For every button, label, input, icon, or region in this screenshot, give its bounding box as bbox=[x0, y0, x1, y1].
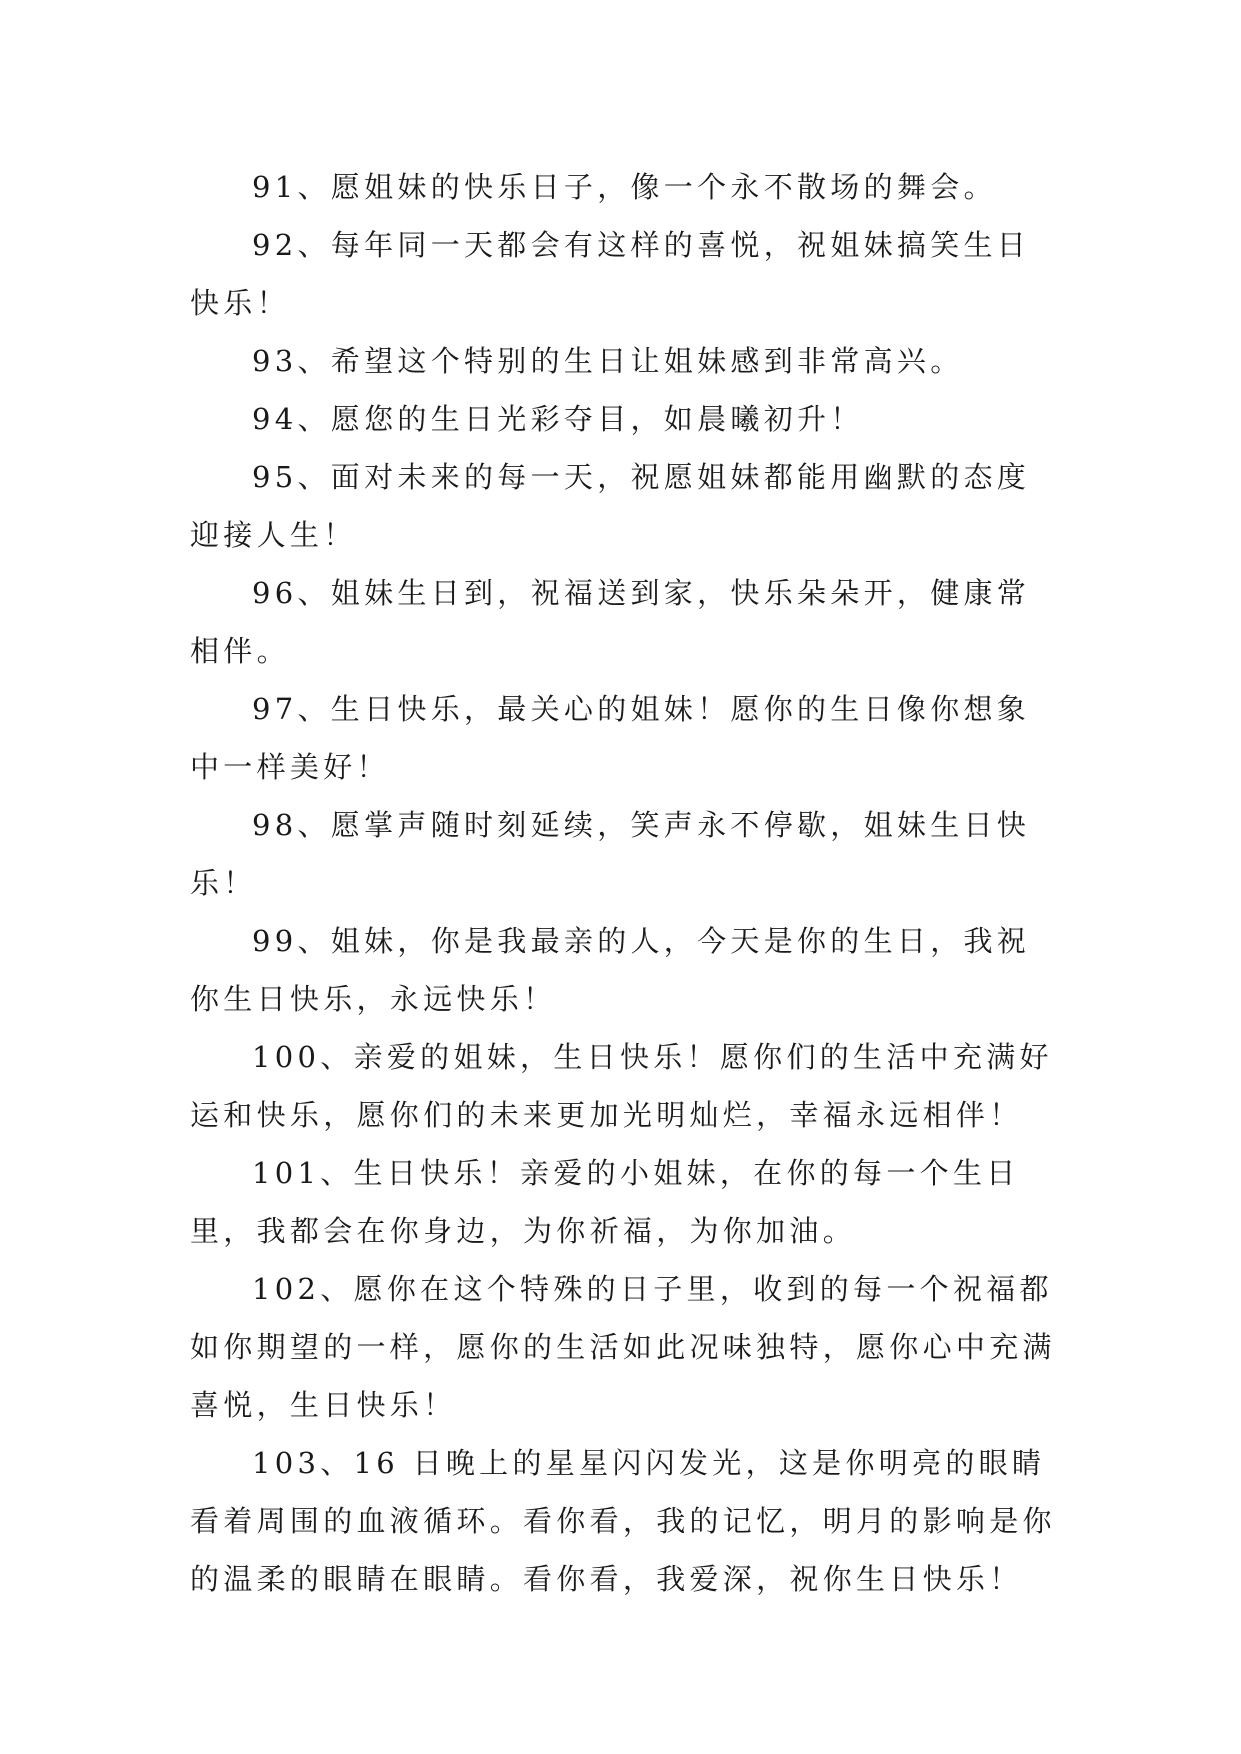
paragraph-97: 97、生日快乐，最关心的姐妹！愿你的生日像你想象中一样美好！ bbox=[190, 692, 1031, 784]
paragraph-99: 99、姐妹，你是我最亲的人，今天是你的生日，我祝你生日快乐，永远快乐！ bbox=[190, 924, 1031, 1016]
paragraph-95: 95、面对未来的每一天，祝愿姐妹都能用幽默的态度迎接人生！ bbox=[190, 460, 1031, 552]
paragraph-98: 98、愿掌声随时刻延续，笑声永不停歇，姐妹生日快乐！ bbox=[190, 808, 1031, 900]
paragraph-100: 100、亲爱的姐妹，生日快乐！愿你们的生活中充满好运和快乐，愿你们的未来更加光明灿烂，幸福永远相伴！ bbox=[190, 1040, 1053, 1132]
paragraph-96: 96、姐妹生日到，祝福送到家，快乐朵朵开，健康常相伴。 bbox=[190, 576, 1031, 668]
paragraph-92: 92、每年同一天都会有这样的喜悦，祝姐妹搞笑生日快乐！ bbox=[190, 228, 1031, 320]
paragraph-91: 91、愿姐妹的快乐日子，像一个永不散场的舞会。 bbox=[252, 170, 997, 204]
paragraph-101: 101、生日快乐！亲爱的小姐妹，在你的每一个生日里，我都会在你身边，为你祈福，为你加油。 bbox=[190, 1156, 1020, 1248]
paragraph-94: 94、愿您的生日光彩夺目，如晨曦初升！ bbox=[252, 402, 864, 436]
paragraph-93: 93、希望这个特别的生日让姐妹感到非常高兴。 bbox=[252, 344, 964, 378]
paragraph-102: 102、愿你在这个特殊的日子里，收到的每一个祝福都如你期望的一样，愿你的生活如此况味独特，愿你心中充满喜悦，生日快乐！ bbox=[190, 1272, 1056, 1422]
document-body bbox=[190, 158, 1060, 1608]
paragraph-103: 103、16 日晚上的星星闪闪发光，这是你明亮的眼睛看着周围的血液循环。看你看，我的记忆，明月的影响是你的温柔的眼睛在眼睛。看你看，我爱深，祝你生日快乐！ bbox=[190, 1446, 1056, 1596]
